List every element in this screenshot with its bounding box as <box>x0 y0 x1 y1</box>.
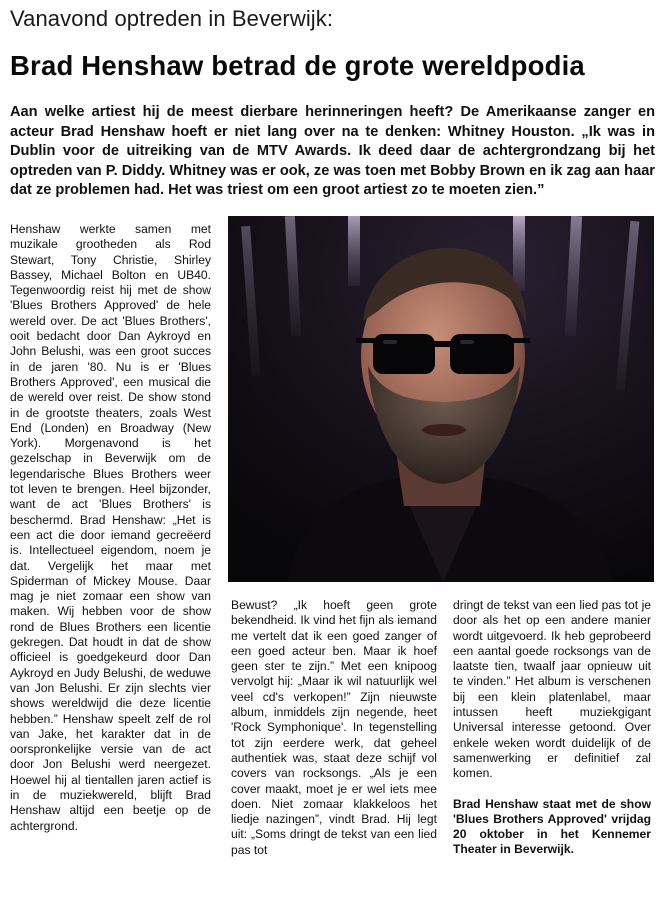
column-3-text: dringt de tekst van een lied pas tot je door als het op een andere manier wordt uitgevoerd. Ik heb geprobeerd een aantal goede rocksongs van de laatste tien, twaalf jaar opnieuw uit te vinden.” Het album is verschenen bij een klein platenlabel, maar intussen heeft muziekgigant Universal interesse getoond. Over enkele weken wordt duidelijk of de samenwerking er definitief zal komen. <box>453 598 651 781</box>
article-column-3 <box>453 598 651 858</box>
article-headline: Brad Henshaw betrad de grote wereldpodia <box>10 50 585 81</box>
column-1-text: Henshaw werkte samen met muzikale grootheden als Rod Stewart, Tony Christie, Shirley Bassey, Michael Bolton en UB40. Tegenwoordig reist hij met de show 'Blues Brothers Approved' de hele wereld over. De act 'Blues Brothers', ooit bedacht door Dan Aykroyd en John Belushi, was een groot succes in de jaren '80. Nu is er 'Blues Brothers Approved', een musical die de wereld over reist. De show stond in de grootste theaters, zoals West End (Londen) en Broadway (New York). Morgenavond is het gezelschap in Beverwijk om de legendarische Blues Brothers weer tot leven te brengen. Heel bijzonder, want de act 'Blues Brothers' is beschermd. Brad Henshaw: „Het is een act die door iemand gecreëerd is. Intellectueel eigendom, noem je dat. Vergelijk het maar met Spiderman of Mickey Mouse. Daar mag je niet zomaar een show van maken. Wij hebben voor de show rond de Blues Brothers een licentie gekregen. Dat houdt in dat de show officieel is goedgekeurd door Dan Aykroyd en Judy Belushi, de weduwe van Jon Belushi. Er zijn slechts vier shows wereldwijd die deze licentie hebben.” Henshaw speelt zelf de rol van Jake, het karakter dat in de oorspronkelijke versie van de act door Jon Belushi werd neergezet. Hoewel hij al tientallen jaren actief is in de muziekwereld, blijft Brad Henshaw altijd een beetje op de achtergrond. <box>10 222 211 833</box>
closing-announcement: Brad Henshaw staat met de show 'Blues Brothers Approved' vrijdag 20 oktober in het Kennemer Theater in Beverwijk. <box>453 796 651 857</box>
article-kicker: Vanavond optreden in Beverwijk: <box>10 6 334 31</box>
article-column-1 <box>10 222 211 834</box>
article-column-2 <box>231 598 437 858</box>
paragraph-spacer <box>453 782 651 797</box>
portrait-photo-icon <box>228 216 654 582</box>
portrait-photo <box>228 216 654 582</box>
article-intro: Aan welke artiest hij de meest dierbare herinneringen heeft? De Amerikaanse zanger en acteur Brad Henshaw hoeft er niet lang over na te denken: Whitney Houston. „Ik was in Dublin voor de uitreiking van de MTV Awards. Ik deed daar de achtergrondzang bij het optreden van P. Diddy. Whitney was er ook, ze was toen met Bobby Brown en ik zag aan haar dat ze problemen had. Het was triest om een groot artiest zo te moeten zien.” <box>10 104 655 199</box>
column-2-text: Bewust? „Ik hoeft geen grote bekendheid. Ik vind het fijn als iemand me vertelt dat ik een goed zanger of een goed acteur ben. Maar ik hoef geen ster te zijn.” Met een knipoog vervolgt hij: „Maar ik wil natuurlijk wel veel cd's verkopen!” Zijn nieuwste album, inmiddels zijn negende, heet 'Rock Symphonique'. In tegenstelling tot zijn eerdere werk, dat geheel authentiek was, staat deze schijf vol covers van rocksongs. „Als je een cover maakt, moet je er wel iets mee doen. Niet zomaar klakkeloos het liedje nazingen”, vindt Brad. Hij legt uit: „Soms dringt de tekst van een lied pas tot <box>231 598 437 857</box>
